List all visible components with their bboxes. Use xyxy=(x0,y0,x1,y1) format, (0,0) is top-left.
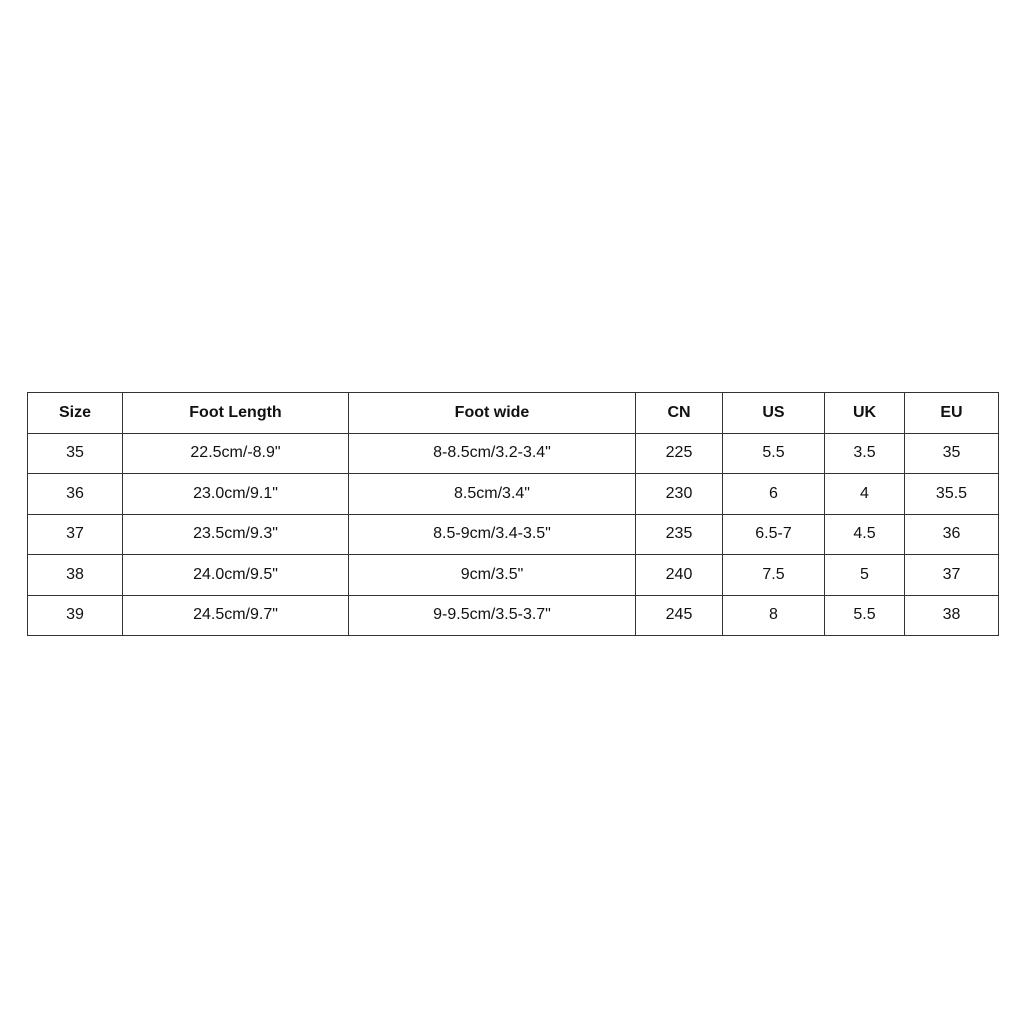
cell-size: 37 xyxy=(28,514,123,555)
header-foot-wide: Foot wide xyxy=(349,393,636,434)
size-chart-table xyxy=(27,392,999,636)
table-row xyxy=(28,433,999,474)
cell-eu: 36 xyxy=(905,514,999,555)
cell-size: 36 xyxy=(28,474,123,515)
cell-uk: 3.5 xyxy=(825,433,905,474)
cell-foot-length: 24.0cm/9.5" xyxy=(123,555,349,596)
cell-foot-wide: 9cm/3.5" xyxy=(349,555,636,596)
cell-uk: 4 xyxy=(825,474,905,515)
cell-foot-length: 23.5cm/9.3" xyxy=(123,514,349,555)
cell-foot-wide: 9-9.5cm/3.5-3.7" xyxy=(349,595,636,636)
header-eu: EU xyxy=(905,393,999,434)
cell-size: 39 xyxy=(28,595,123,636)
cell-size: 38 xyxy=(28,555,123,596)
table-row xyxy=(28,474,999,515)
cell-foot-wide: 8.5-9cm/3.4-3.5" xyxy=(349,514,636,555)
cell-us: 5.5 xyxy=(723,433,825,474)
table-row xyxy=(28,514,999,555)
cell-us: 6.5-7 xyxy=(723,514,825,555)
header-row xyxy=(28,393,999,434)
cell-us: 7.5 xyxy=(723,555,825,596)
cell-cn: 245 xyxy=(636,595,723,636)
cell-uk: 4.5 xyxy=(825,514,905,555)
cell-eu: 35 xyxy=(905,433,999,474)
cell-cn: 235 xyxy=(636,514,723,555)
cell-foot-length: 24.5cm/9.7" xyxy=(123,595,349,636)
table-row xyxy=(28,555,999,596)
table-row xyxy=(28,595,999,636)
cell-cn: 240 xyxy=(636,555,723,596)
cell-foot-length: 23.0cm/9.1" xyxy=(123,474,349,515)
cell-foot-wide: 8-8.5cm/3.2-3.4" xyxy=(349,433,636,474)
cell-eu: 38 xyxy=(905,595,999,636)
header-uk: UK xyxy=(825,393,905,434)
cell-us: 6 xyxy=(723,474,825,515)
cell-foot-wide: 8.5cm/3.4" xyxy=(349,474,636,515)
cell-uk: 5.5 xyxy=(825,595,905,636)
header-us: US xyxy=(723,393,825,434)
header-foot-length: Foot Length xyxy=(123,393,349,434)
cell-eu: 37 xyxy=(905,555,999,596)
cell-eu: 35.5 xyxy=(905,474,999,515)
cell-cn: 230 xyxy=(636,474,723,515)
cell-foot-length: 22.5cm/-8.9" xyxy=(123,433,349,474)
header-size: Size xyxy=(28,393,123,434)
cell-uk: 5 xyxy=(825,555,905,596)
cell-us: 8 xyxy=(723,595,825,636)
cell-cn: 225 xyxy=(636,433,723,474)
header-cn: CN xyxy=(636,393,723,434)
cell-size: 35 xyxy=(28,433,123,474)
